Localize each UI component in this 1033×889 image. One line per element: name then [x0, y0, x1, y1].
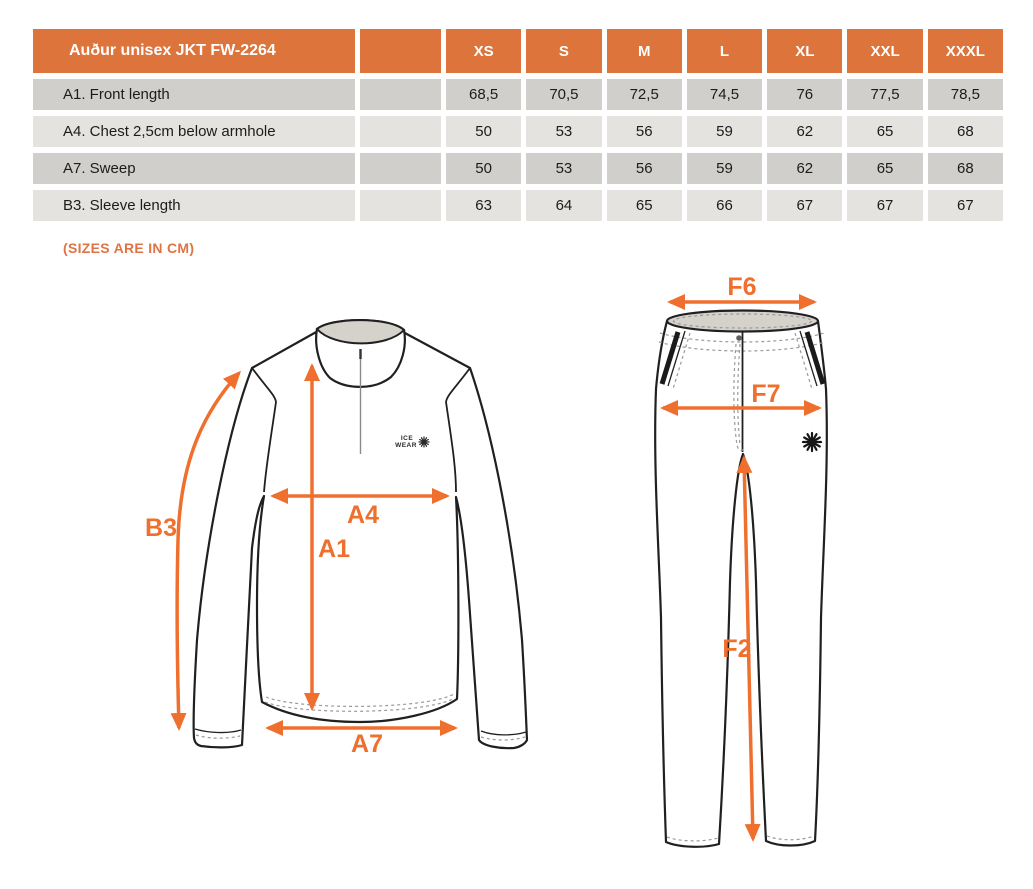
size-value-cell: 68,5 — [446, 79, 521, 110]
size-value-cell: 53 — [526, 116, 601, 147]
row-label: A1. Front length — [33, 79, 355, 110]
size-value-cell: 65 — [607, 190, 682, 221]
size-column-header-xxxl: XXXL — [928, 29, 1003, 73]
size-value-cell: 67 — [767, 190, 842, 221]
size-column-header-xl: XL — [767, 29, 842, 73]
size-value-cell: 62 — [767, 116, 842, 147]
size-value-cell: 70,5 — [526, 79, 601, 110]
size-value-cell: 50 — [446, 116, 521, 147]
size-column-header-m: M — [607, 29, 682, 73]
pants-body — [655, 321, 827, 847]
measurement-label-a7: A7 — [351, 730, 383, 758]
size-value-cell: 53 — [526, 153, 601, 184]
size-column-header-s: S — [526, 29, 601, 73]
pants-button — [736, 335, 742, 341]
row-label: A4. Chest 2,5cm below armhole — [33, 116, 355, 147]
jacket-diagram — [145, 320, 527, 758]
size-column-header-xs: XS — [446, 29, 521, 73]
size-value-cell: 56 — [607, 153, 682, 184]
size-value-cell: 63 — [446, 190, 521, 221]
size-value-cell: 68 — [928, 153, 1003, 184]
row-label: B3. Sleeve length — [33, 190, 355, 221]
size-value-cell: 72,5 — [607, 79, 682, 110]
size-value-cell: 62 — [767, 153, 842, 184]
measurement-label-f7: F7 — [751, 380, 781, 408]
sizes-unit-note: (SIZES ARE IN CM) — [63, 240, 195, 256]
size-value-cell: 67 — [928, 190, 1003, 221]
size-column-header-xxl: XXL — [847, 29, 922, 73]
size-value-cell: 56 — [607, 116, 682, 147]
measurement-label-a4: A4 — [347, 501, 379, 529]
pants-diagram — [655, 273, 827, 847]
size-value-cell: 66 — [687, 190, 762, 221]
size-value-cell: 74,5 — [687, 79, 762, 110]
size-value-cell: 65 — [847, 153, 922, 184]
table-title: Auður unisex JKT FW-2264 — [33, 29, 355, 73]
size-value-cell: 64 — [526, 190, 601, 221]
logo-text-wear: WEAR — [395, 442, 417, 449]
row-label: A7. Sweep — [33, 153, 355, 184]
size-value-cell: 50 — [446, 153, 521, 184]
size-value-cell: 67 — [847, 190, 922, 221]
measurement-label-b3: B3 — [145, 514, 177, 542]
size-value-cell: 65 — [847, 116, 922, 147]
size-value-cell: 59 — [687, 116, 762, 147]
measurement-label-f2: F2 — [722, 635, 752, 663]
icewear-logo — [395, 435, 429, 449]
size-value-cell: 76 — [767, 79, 842, 110]
size-column-header-l: L — [687, 29, 762, 73]
measurement-label-a1: A1 — [318, 535, 350, 563]
measurement-label-f6: F6 — [727, 273, 757, 301]
size-value-cell: 78,5 — [928, 79, 1003, 110]
size-value-cell: 59 — [687, 153, 762, 184]
size-value-cell: 77,5 — [847, 79, 922, 110]
logo-text-ice: ICE — [400, 435, 414, 442]
size-value-cell: 68 — [928, 116, 1003, 147]
